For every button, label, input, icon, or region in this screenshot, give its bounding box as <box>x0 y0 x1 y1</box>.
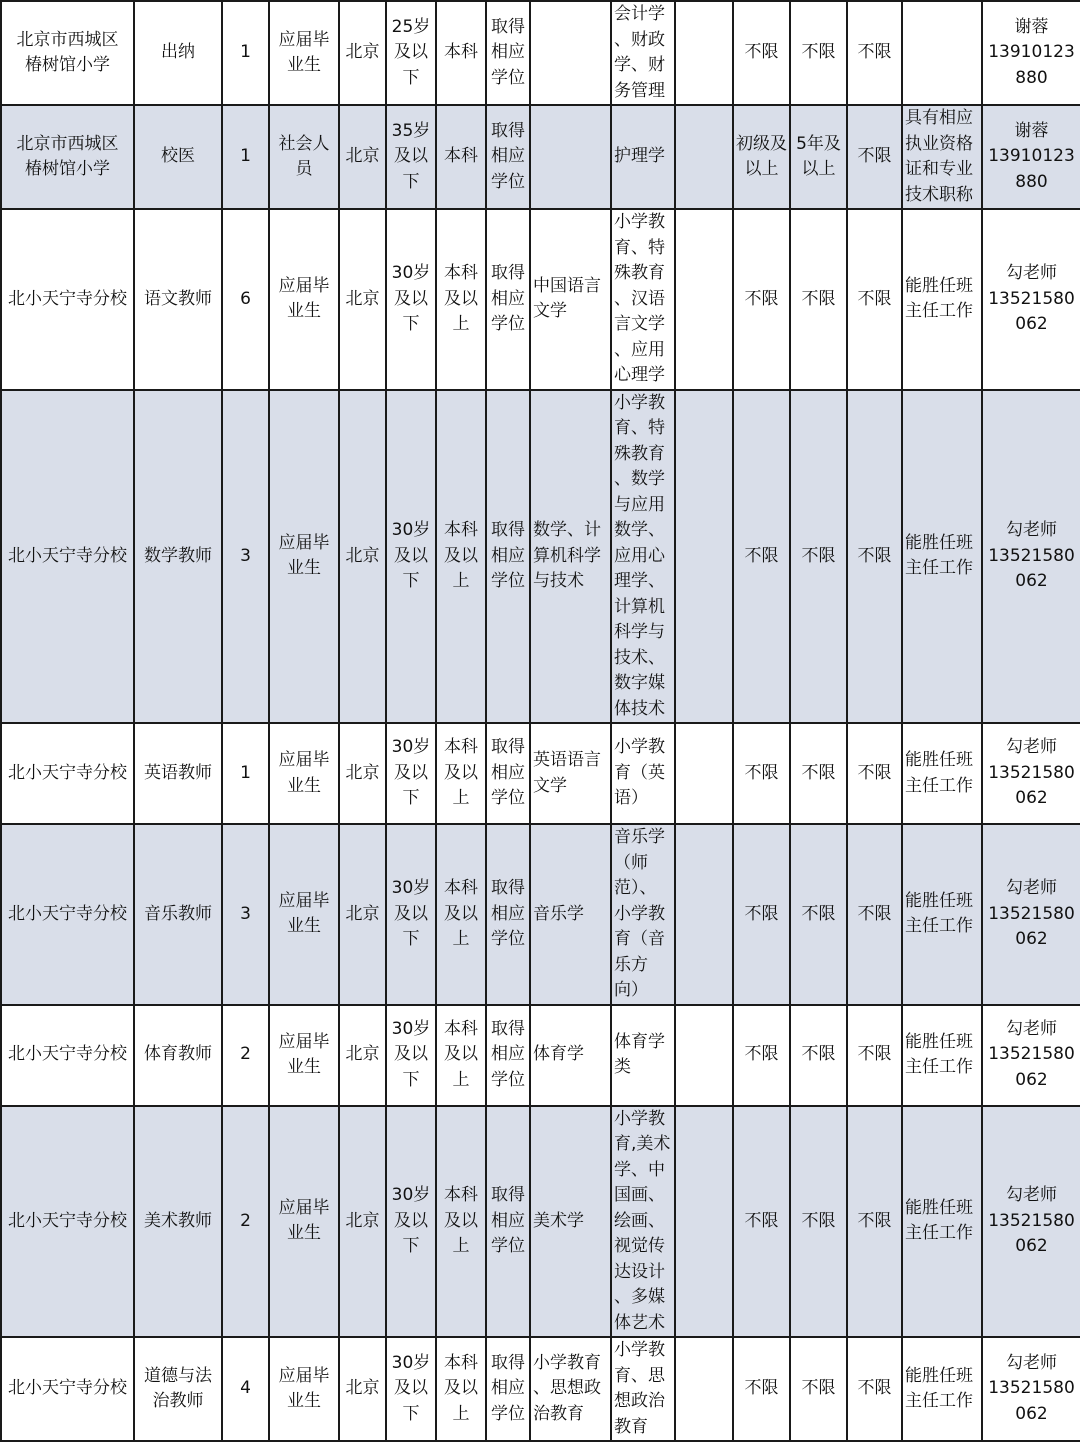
cell-age: 30岁 及以 下 <box>386 1337 436 1441</box>
cell-experience: 5年及 以上 <box>790 105 847 209</box>
cell-other: 不限 <box>847 1106 902 1338</box>
cell-unit: 北小天宁寺分校 <box>1 1337 134 1441</box>
cell-count: 1 <box>222 1 269 105</box>
cell-degree: 取得 相应 学位 <box>486 723 530 824</box>
cell-contact: 勾老师 13521580 062 <box>982 1106 1080 1338</box>
cell-major-undergrad: 中国语言 文学 <box>530 209 611 390</box>
cell-unit: 北小天宁寺分校 <box>1 824 134 1005</box>
cell-hukou: 北京 <box>339 209 386 390</box>
cell-count: 3 <box>222 824 269 1005</box>
cell-degree: 取得 相应 学位 <box>486 824 530 1005</box>
cell-title: 不限 <box>733 390 790 724</box>
cell-education: 本科 <box>436 1 486 105</box>
cell-unit: 北小天宁寺分校 <box>1 723 134 824</box>
cell-major-specific: 护理学 <box>611 105 675 209</box>
cell-age: 30岁 及以 下 <box>386 209 436 390</box>
cell-title: 初级及 以上 <box>733 105 790 209</box>
cell-requirements: 能胜任班 主任工作 <box>902 1005 982 1106</box>
cell-hukou: 北京 <box>339 390 386 724</box>
cell-source: 社会人 员 <box>269 105 339 209</box>
cell-major-specific: 会计学 、财政 学、财 务管理 <box>611 1 675 105</box>
cell-source: 应届毕 业生 <box>269 723 339 824</box>
cell-other: 不限 <box>847 1337 902 1441</box>
cell-degree: 取得 相应 学位 <box>486 390 530 724</box>
cell-contact: 谢蓉 13910123 880 <box>982 105 1080 209</box>
cell-major-undergrad: 美术学 <box>530 1106 611 1338</box>
cell-hukou: 北京 <box>339 824 386 1005</box>
cell-major-specific: 小学教 育、特 殊教育 、汉语 言文学 、应用 心理学 <box>611 209 675 390</box>
cell-education: 本科 及以 上 <box>436 209 486 390</box>
cell-requirements: 具有相应 执业资格 证和专业 技术职称 <box>902 105 982 209</box>
cell-experience: 不限 <box>790 390 847 724</box>
cell-count: 4 <box>222 1337 269 1441</box>
cell-unit: 北京市西城区 椿树馆小学 <box>1 1 134 105</box>
cell-contact: 谢蓉 13910123 880 <box>982 1 1080 105</box>
cell-hukou: 北京 <box>339 1 386 105</box>
cell-major-graduate <box>675 105 733 209</box>
cell-source: 应届毕 业生 <box>269 390 339 724</box>
cell-major-undergrad <box>530 105 611 209</box>
cell-experience: 不限 <box>790 209 847 390</box>
cell-education: 本科 及以 上 <box>436 1106 486 1338</box>
table-row <box>1 824 1080 1005</box>
cell-age: 30岁 及以 下 <box>386 1005 436 1106</box>
cell-count: 2 <box>222 1005 269 1106</box>
cell-degree: 取得 相应 学位 <box>486 1 530 105</box>
cell-other: 不限 <box>847 209 902 390</box>
cell-title: 不限 <box>733 1005 790 1106</box>
cell-contact: 勾老师 13521580 062 <box>982 390 1080 724</box>
cell-experience: 不限 <box>790 824 847 1005</box>
cell-degree: 取得 相应 学位 <box>486 1106 530 1338</box>
cell-education: 本科 及以 上 <box>436 1337 486 1441</box>
table-body <box>1 1 1080 1441</box>
cell-age: 25岁 及以 下 <box>386 1 436 105</box>
cell-count: 3 <box>222 390 269 724</box>
cell-count: 6 <box>222 209 269 390</box>
cell-contact: 勾老师 13521580 062 <box>982 1337 1080 1441</box>
cell-other: 不限 <box>847 105 902 209</box>
cell-experience: 不限 <box>790 1106 847 1338</box>
cell-hukou: 北京 <box>339 105 386 209</box>
cell-age: 30岁 及以 下 <box>386 723 436 824</box>
cell-position: 出纳 <box>134 1 222 105</box>
table-row <box>1 1106 1080 1338</box>
cell-major-undergrad: 体育学 <box>530 1005 611 1106</box>
cell-hukou: 北京 <box>339 1337 386 1441</box>
cell-major-specific: 体育学 类 <box>611 1005 675 1106</box>
cell-position: 数学教师 <box>134 390 222 724</box>
cell-experience: 不限 <box>790 1 847 105</box>
table-row <box>1 105 1080 209</box>
cell-source: 应届毕 业生 <box>269 1337 339 1441</box>
cell-experience: 不限 <box>790 1005 847 1106</box>
table-row <box>1 1005 1080 1106</box>
cell-major-specific: 小学教 育、思 想政治 教育 <box>611 1337 675 1441</box>
cell-major-graduate <box>675 1337 733 1441</box>
cell-education: 本科 及以 上 <box>436 390 486 724</box>
table-row <box>1 723 1080 824</box>
cell-requirements: 能胜任班 主任工作 <box>902 824 982 1005</box>
cell-major-undergrad: 音乐学 <box>530 824 611 1005</box>
cell-count: 2 <box>222 1106 269 1338</box>
cell-unit: 北京市西城区 椿树馆小学 <box>1 105 134 209</box>
cell-major-graduate <box>675 390 733 724</box>
cell-requirements: 能胜任班 主任工作 <box>902 209 982 390</box>
table-row <box>1 390 1080 724</box>
cell-hukou: 北京 <box>339 1106 386 1338</box>
cell-major-graduate <box>675 1 733 105</box>
cell-title: 不限 <box>733 723 790 824</box>
cell-unit: 北小天宁寺分校 <box>1 1005 134 1106</box>
cell-title: 不限 <box>733 1 790 105</box>
cell-source: 应届毕 业生 <box>269 1106 339 1338</box>
cell-degree: 取得 相应 学位 <box>486 1005 530 1106</box>
cell-unit: 北小天宁寺分校 <box>1 1106 134 1338</box>
cell-contact: 勾老师 13521580 062 <box>982 1005 1080 1106</box>
cell-education: 本科 <box>436 105 486 209</box>
cell-source: 应届毕 业生 <box>269 1 339 105</box>
cell-count: 1 <box>222 105 269 209</box>
cell-source: 应届毕 业生 <box>269 1005 339 1106</box>
cell-unit: 北小天宁寺分校 <box>1 209 134 390</box>
cell-experience: 不限 <box>790 1337 847 1441</box>
cell-title: 不限 <box>733 1337 790 1441</box>
cell-contact: 勾老师 13521580 062 <box>982 824 1080 1005</box>
cell-other: 不限 <box>847 824 902 1005</box>
cell-major-specific: 音乐学 （师 范）、 小学教 育（音 乐方 向） <box>611 824 675 1005</box>
cell-degree: 取得 相应 学位 <box>486 1337 530 1441</box>
cell-age: 30岁 及以 下 <box>386 824 436 1005</box>
cell-position: 音乐教师 <box>134 824 222 1005</box>
cell-title: 不限 <box>733 1106 790 1338</box>
table-row <box>1 209 1080 390</box>
cell-age: 30岁 及以 下 <box>386 1106 436 1338</box>
cell-major-specific: 小学教 育,美术 学、中 国画、 绘画、 视觉传 达设计 、多媒 体艺术 <box>611 1106 675 1338</box>
cell-contact: 勾老师 13521580 062 <box>982 209 1080 390</box>
cell-unit: 北小天宁寺分校 <box>1 390 134 724</box>
cell-major-graduate <box>675 723 733 824</box>
cell-requirements: 能胜任班 主任工作 <box>902 390 982 724</box>
cell-degree: 取得 相应 学位 <box>486 105 530 209</box>
cell-major-undergrad: 小学教育 、思想政 治教育 <box>530 1337 611 1441</box>
cell-education: 本科 及以 上 <box>436 824 486 1005</box>
cell-title: 不限 <box>733 209 790 390</box>
cell-other: 不限 <box>847 390 902 724</box>
cell-position: 校医 <box>134 105 222 209</box>
cell-other: 不限 <box>847 1 902 105</box>
cell-requirements <box>902 1 982 105</box>
cell-major-graduate <box>675 1106 733 1338</box>
cell-major-graduate <box>675 209 733 390</box>
cell-education: 本科 及以 上 <box>436 1005 486 1106</box>
cell-age: 35岁 及以 下 <box>386 105 436 209</box>
cell-source: 应届毕 业生 <box>269 209 339 390</box>
table-row <box>1 1 1080 105</box>
cell-other: 不限 <box>847 723 902 824</box>
cell-other: 不限 <box>847 1005 902 1106</box>
cell-position: 道德与法 治教师 <box>134 1337 222 1441</box>
cell-major-undergrad: 英语语言 文学 <box>530 723 611 824</box>
cell-major-graduate <box>675 1005 733 1106</box>
cell-requirements: 能胜任班 主任工作 <box>902 1337 982 1441</box>
cell-education: 本科 及以 上 <box>436 723 486 824</box>
cell-source: 应届毕 业生 <box>269 824 339 1005</box>
cell-major-undergrad: 数学、计 算机科学 与技术 <box>530 390 611 724</box>
table-row <box>1 1337 1080 1441</box>
cell-title: 不限 <box>733 824 790 1005</box>
cell-major-undergrad <box>530 1 611 105</box>
cell-count: 1 <box>222 723 269 824</box>
cell-experience: 不限 <box>790 723 847 824</box>
cell-requirements: 能胜任班 主任工作 <box>902 723 982 824</box>
cell-requirements: 能胜任班 主任工作 <box>902 1106 982 1338</box>
cell-major-specific: 小学教 育、特 殊教育 、数学 与应用 数学、 应用心 理学、 计算机 科学与 技术、 数字媒 体技术 <box>611 390 675 724</box>
cell-position: 体育教师 <box>134 1005 222 1106</box>
cell-major-specific: 小学教 育（英 语） <box>611 723 675 824</box>
cell-age: 30岁 及以 下 <box>386 390 436 724</box>
cell-contact: 勾老师 13521580 062 <box>982 723 1080 824</box>
cell-degree: 取得 相应 学位 <box>486 209 530 390</box>
cell-position: 美术教师 <box>134 1106 222 1338</box>
cell-major-graduate <box>675 824 733 1005</box>
cell-hukou: 北京 <box>339 1005 386 1106</box>
cell-position: 英语教师 <box>134 723 222 824</box>
cell-hukou: 北京 <box>339 723 386 824</box>
cell-position: 语文教师 <box>134 209 222 390</box>
